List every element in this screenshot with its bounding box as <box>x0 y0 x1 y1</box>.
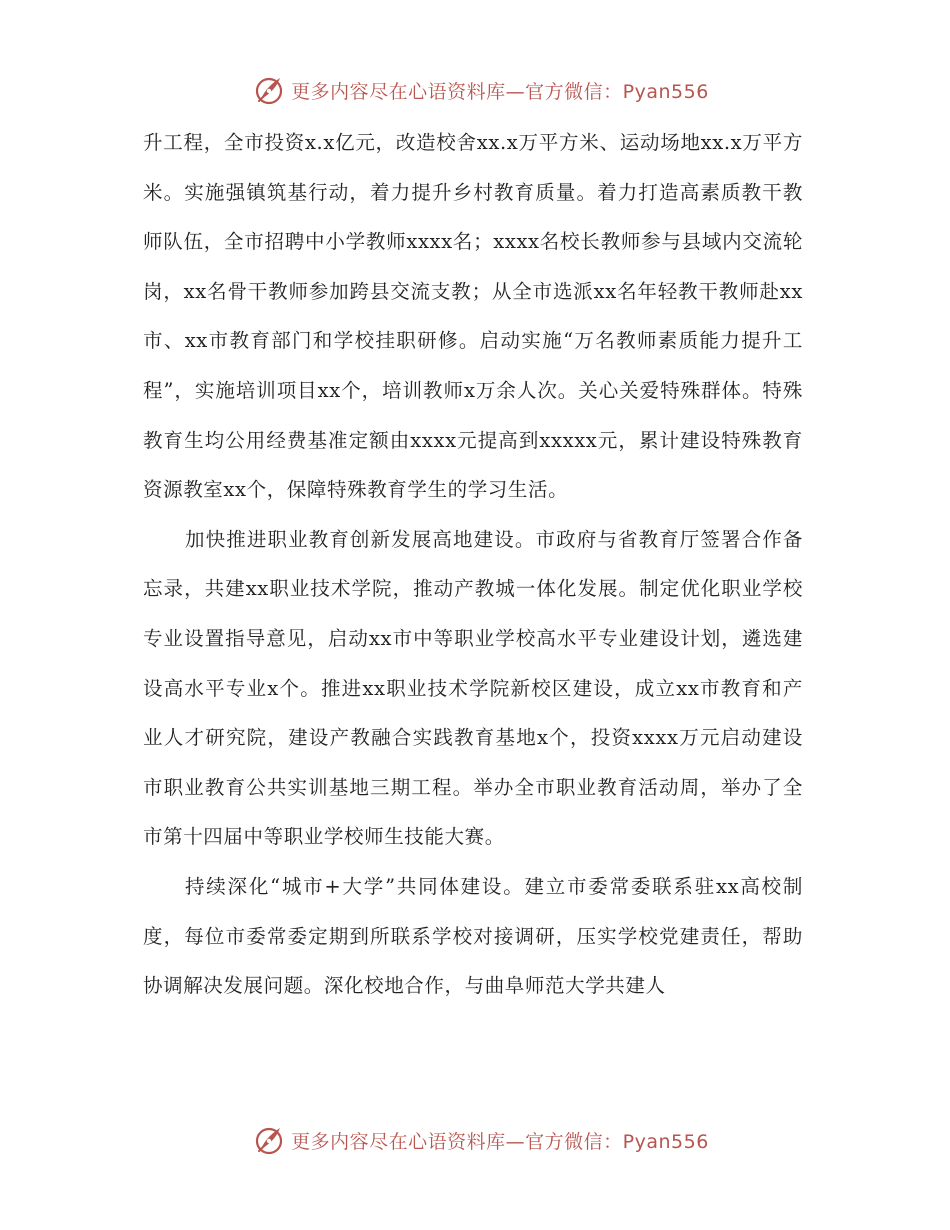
header-banner-inner <box>253 74 709 106</box>
document-body <box>143 118 803 1011</box>
paragraph-1: 升工程，全市投资x.x亿元，改造校舍xx.x万平方米、运动场地xx.x万平方米。实施强镇筑基行动，着力提升乡村教育质量。着力打造高素质教干教师队伍，全市招聘中小学教师xxxx名；xxxx名校长教师参与县域内交流轮岗，xx名骨干教师参加跨县交流支教；从全市选派xx名年轻教干教师赴xx市、xx市教育部门和学校挂职研修。启动实施“万名教师素质能力提升工程”，实施培训项目xx个，培训教师x万余人次。关心关爱特殊群体。特殊教育生均公用经费基准定额由xxxx元提高到xxxxx元，累计建设特殊教育资源教室xx个，保障特殊教育学生的学习生活。 <box>143 131 803 502</box>
quill-pen-logo-icon <box>253 1124 285 1156</box>
header-banner-text: 更多内容尽在心语资料库—官方微信：Pyan556 <box>291 80 709 103</box>
paragraph-3: 持续深化“城市+大学”共同体建设。建立市委常委联系驻xx高校制度，每位市委常委定期到所联系学校对接调研，压实学校党建责任，帮助协调解决发展问题。深化校地合作，与曲阜师范大学共建人 <box>143 874 803 998</box>
footer-banner-inner <box>253 1124 709 1156</box>
footer-banner-text: 更多内容尽在心语资料库—官方微信：Pyan556 <box>291 1130 709 1153</box>
header-banner <box>0 70 950 110</box>
quill-pen-logo-icon <box>253 74 285 106</box>
paragraph-2: 加快推进职业教育创新发展高地建设。市政府与省教育厅签署合作备忘录，共建xx职业技术学院，推动产教城一体化发展。制定优化职业学校专业设置指导意见，启动xx市中等职业学校高水平专业建设计划，遴选建设高水平专业x个。推进xx职业技术学院新校区建设，成立xx市教育和产业人才研究院，建设产教融合实践教育基地x个，投资xxxx万元启动建设市职业教育公共实训基地三期工程。举办全市职业教育活动周，举办了全市第十四届中等职业学校师生技能大赛。 <box>143 527 803 849</box>
footer-banner <box>0 1120 950 1160</box>
